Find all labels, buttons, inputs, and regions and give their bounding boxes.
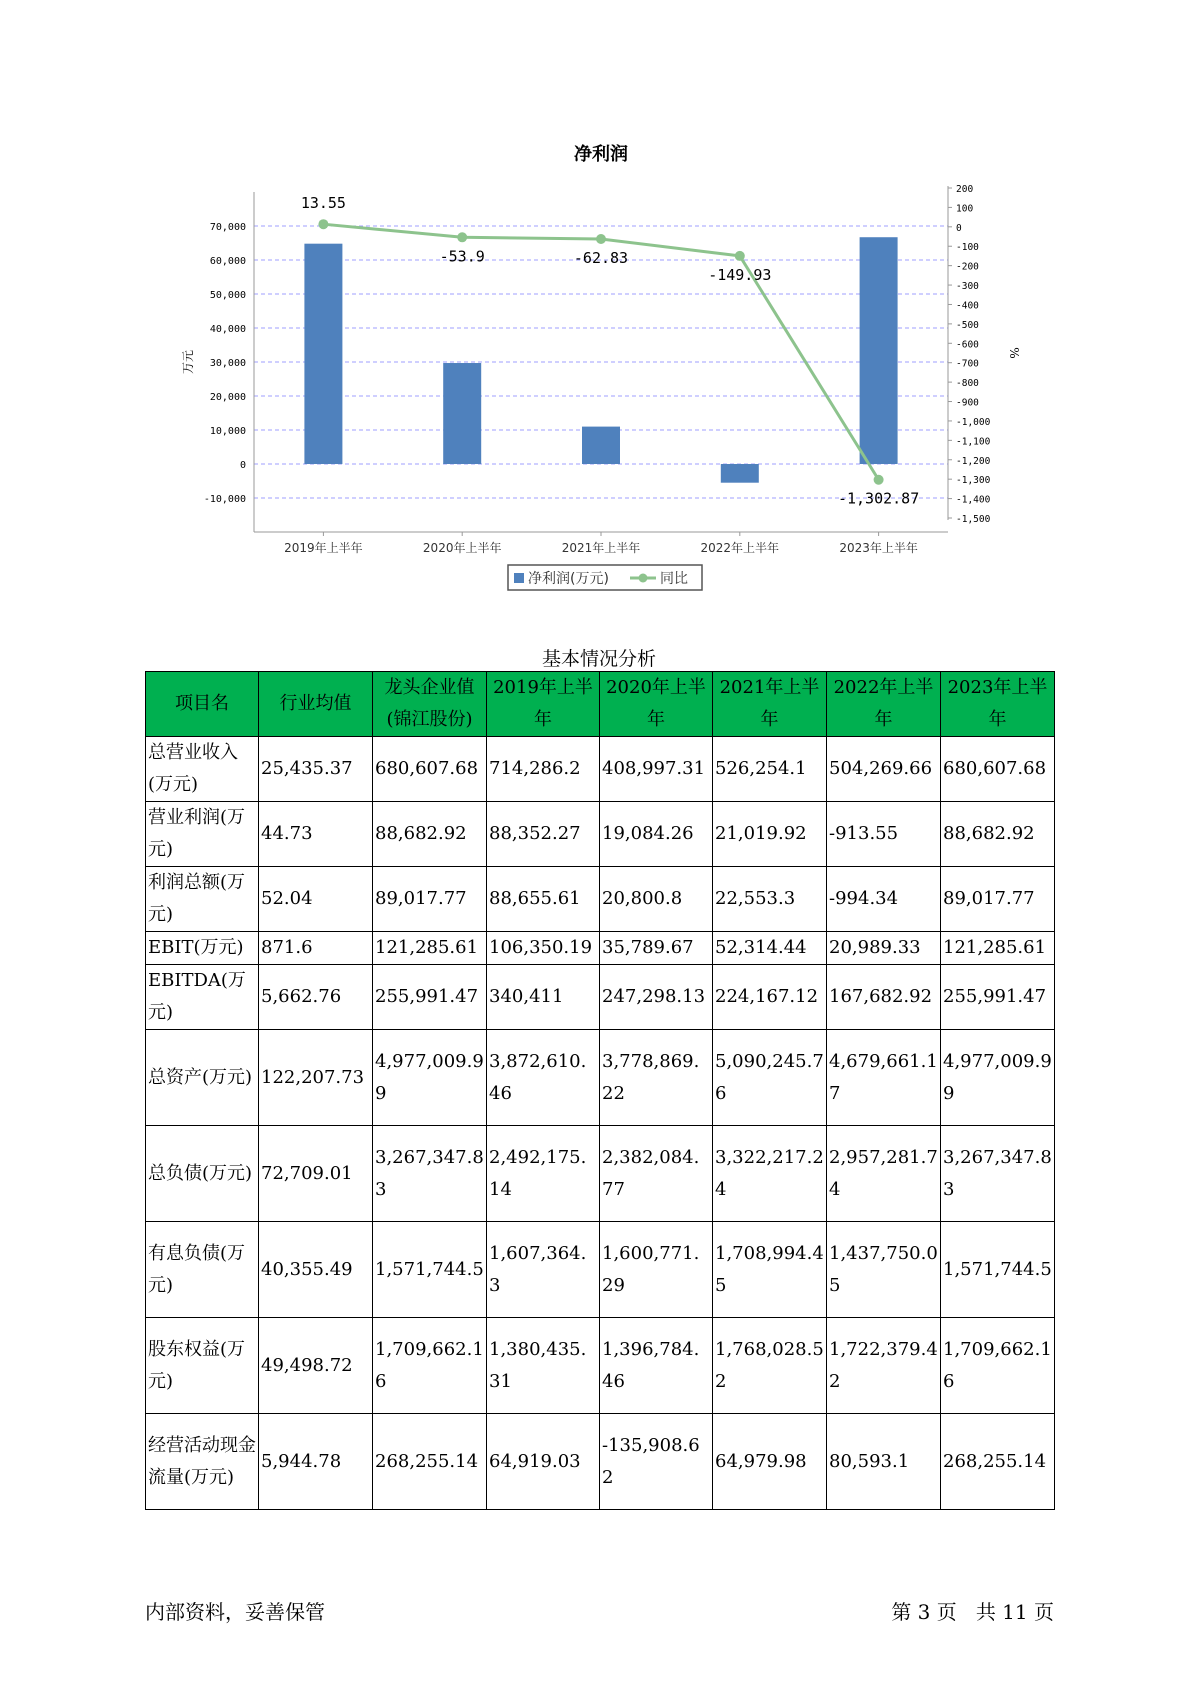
table-row [146, 1030, 1055, 1126]
table-row [146, 932, 1055, 965]
legend-bar-swatch [514, 573, 524, 583]
data-label: -53.9 [439, 247, 485, 266]
table-cell: 25,435.37 [259, 737, 373, 802]
table-cell: 1,380,435.31 [487, 1318, 600, 1414]
net-profit-chart [0, 0, 1191, 600]
table-cell: 4,679,661.17 [827, 1030, 941, 1126]
table-row [146, 867, 1055, 932]
table-row [146, 737, 1055, 802]
x-tick-label: 2019年上半年 [284, 541, 363, 555]
table-cell: 88,655.61 [487, 867, 600, 932]
row-label-cell: 总资产(万元) [146, 1030, 259, 1126]
table-title: 基本情况分析 [541, 648, 656, 670]
table-cell: 44.73 [259, 802, 373, 867]
table-cell: 106,350.19 [487, 932, 600, 965]
y-tick-label: 20,000 [209, 392, 246, 403]
table-cell: 1,571,744.5 [373, 1222, 487, 1318]
row-label-cell: 经营活动现金流量(万元) [146, 1414, 259, 1510]
y-tick-label: 0 [239, 460, 246, 471]
y2-tick-label: -1,000 [956, 416, 991, 428]
y2-tick-label: -700 [956, 358, 979, 370]
table-header-cell: 项目名 [146, 672, 259, 737]
y2-tick-label: -1,400 [956, 494, 991, 506]
y-axis-title: 万元 [181, 349, 195, 375]
table-cell: 89,017.77 [941, 867, 1055, 932]
table-cell: 1,709,662.16 [941, 1318, 1055, 1414]
y2-tick-label: -1,200 [956, 455, 991, 467]
table-cell: 1,722,379.42 [827, 1318, 941, 1414]
y2-tick-label: -600 [956, 339, 979, 351]
table-cell: 1,396,784.46 [600, 1318, 713, 1414]
yoy-point [457, 232, 467, 242]
table-cell: 19,084.26 [600, 802, 713, 867]
table-cell: 5,090,245.76 [713, 1030, 827, 1126]
table-cell: 3,872,610.46 [487, 1030, 600, 1126]
table-cell: -135,908.62 [600, 1414, 713, 1510]
data-label: -1,302.87 [837, 489, 920, 508]
table-cell: 714,286.2 [487, 737, 600, 802]
y-tick-label: 10,000 [209, 426, 246, 437]
row-label-cell: 有息负债(万元) [146, 1222, 259, 1318]
table-cell: 871.6 [259, 932, 373, 965]
table-cell: 122,207.73 [259, 1030, 373, 1126]
table-cell: 121,285.61 [373, 932, 487, 965]
table-header-cell: 行业均值 [259, 672, 373, 737]
y2-tick-label: -900 [956, 397, 979, 409]
table-cell: 5,944.78 [259, 1414, 373, 1510]
table-cell: 64,979.98 [713, 1414, 827, 1510]
footer-page-number: 第 3 页 共 11 页 [891, 1600, 1054, 1624]
y2-tick-label: -500 [956, 319, 979, 331]
table-cell: 20,800.8 [600, 867, 713, 932]
y-tick-label: 60,000 [209, 256, 246, 267]
table-cell: 35,789.67 [600, 932, 713, 965]
table-cell: 1,437,750.05 [827, 1222, 941, 1318]
table-cell: 680,607.68 [941, 737, 1055, 802]
y2-tick-label: -200 [956, 261, 979, 273]
row-label-cell: 股东权益(万元) [146, 1318, 259, 1414]
table-cell: 80,593.1 [827, 1414, 941, 1510]
table-cell: 49,498.72 [259, 1318, 373, 1414]
bar [582, 427, 620, 464]
table-row [146, 1222, 1055, 1318]
table-cell: 64,919.03 [487, 1414, 600, 1510]
y2-axis-title: % [1007, 347, 1021, 359]
x-tick-label: 2023年上半年 [839, 541, 918, 555]
y-tick-label: 70,000 [209, 222, 246, 233]
table-cell: 680,607.68 [373, 737, 487, 802]
bar [304, 244, 342, 464]
legend-bar-label: 净利润(万元) [528, 571, 609, 587]
table-cell: 21,019.92 [713, 802, 827, 867]
table-cell: 2,492,175.14 [487, 1126, 600, 1222]
table-cell: 268,255.14 [373, 1414, 487, 1510]
table-row [146, 965, 1055, 1030]
table-header-cell: 2019年上半年 [487, 672, 600, 737]
footer-confidential-note: 内部资料，妥善保管 [145, 1600, 325, 1624]
table-header-cell: 龙头企业值(锦江股份) [373, 672, 487, 737]
y2-tick-label: -1,300 [956, 475, 991, 487]
table-cell: 88,682.92 [373, 802, 487, 867]
y2-tick-label: -300 [956, 281, 979, 293]
yoy-point [735, 251, 745, 261]
table-cell: 1,607,364.3 [487, 1222, 600, 1318]
y2-tick-label: 200 [956, 184, 974, 195]
table-cell: 255,991.47 [373, 965, 487, 1030]
yoy-point [874, 475, 884, 485]
table-row [146, 1414, 1055, 1510]
table-header-cell: 2020年上半年 [600, 672, 713, 737]
table-cell: 52.04 [259, 867, 373, 932]
table-cell: 1,708,994.45 [713, 1222, 827, 1318]
row-label-cell: 总负债(万元) [146, 1126, 259, 1222]
row-label-cell: EBITDA(万元) [146, 965, 259, 1030]
table-header-cell: 2022年上半年 [827, 672, 941, 737]
legend-line-label: 同比 [660, 571, 688, 587]
table-cell: 526,254.1 [713, 737, 827, 802]
table-cell: -994.34 [827, 867, 941, 932]
table-cell: 40,355.49 [259, 1222, 373, 1318]
bar [443, 363, 481, 464]
table-cell: 20,989.33 [827, 932, 941, 965]
data-label: -62.83 [573, 249, 629, 268]
table-cell: 1,768,028.52 [713, 1318, 827, 1414]
yoy-point [318, 219, 328, 229]
table-header-row [146, 672, 1055, 737]
table-cell: 3,778,869.22 [600, 1030, 713, 1126]
table-cell: 72,709.01 [259, 1126, 373, 1222]
basic-analysis-table [145, 671, 1055, 1510]
table-cell: 3,322,217.24 [713, 1126, 827, 1222]
y-tick-label: 40,000 [209, 324, 246, 335]
table-cell: 255,991.47 [941, 965, 1055, 1030]
table-row [146, 1318, 1055, 1414]
table-cell: 2,382,084.77 [600, 1126, 713, 1222]
table-cell: 4,977,009.99 [373, 1030, 487, 1126]
table-cell: 268,255.14 [941, 1414, 1055, 1510]
table-cell: 247,298.13 [600, 965, 713, 1030]
row-label-cell: EBIT(万元) [146, 932, 259, 965]
table-cell: 504,269.66 [827, 737, 941, 802]
chart-title: 净利润 [574, 144, 628, 165]
row-label-cell: 利润总额(万元) [146, 867, 259, 932]
y2-tick-label: -400 [956, 300, 979, 312]
table-cell: 167,682.92 [827, 965, 941, 1030]
table-cell: 2,957,281.74 [827, 1126, 941, 1222]
table-cell: -913.55 [827, 802, 941, 867]
table-cell: 3,267,347.83 [373, 1126, 487, 1222]
x-tick-label: 2022年上半年 [700, 541, 780, 555]
table-header-cell: 2023年上半年 [941, 672, 1055, 737]
legend-line-marker [639, 574, 648, 583]
row-label-cell: 总营业收入(万元) [146, 737, 259, 802]
table-row [146, 1126, 1055, 1222]
table-cell: 408,997.31 [600, 737, 713, 802]
y2-tick-label: -100 [956, 242, 979, 254]
table-cell: 4,977,009.99 [941, 1030, 1055, 1126]
bar [721, 464, 759, 483]
table-cell: 5,662.76 [259, 965, 373, 1030]
table-cell: 89,017.77 [373, 867, 487, 932]
row-label-cell: 营业利润(万元) [146, 802, 259, 867]
table-cell: 1,709,662.16 [373, 1318, 487, 1414]
y2-tick-label: 100 [956, 203, 974, 215]
table-cell: 340,411 [487, 965, 600, 1030]
table-cell: 88,682.92 [941, 802, 1055, 867]
y2-tick-label: -800 [956, 378, 979, 390]
table-cell: 1,600,771.29 [600, 1222, 713, 1318]
y2-tick-label: 0 [956, 222, 962, 234]
x-tick-label: 2020年上半年 [422, 541, 502, 555]
bar [860, 237, 898, 464]
y-tick-label: 30,000 [209, 358, 246, 369]
table-row [146, 802, 1055, 867]
y2-tick-label: -1,100 [956, 436, 991, 448]
y-tick-label: 50,000 [209, 290, 246, 301]
table-cell: 3,267,347.83 [941, 1126, 1055, 1222]
table-cell: 1,571,744.5 [941, 1222, 1055, 1318]
table-cell: 22,553.3 [713, 867, 827, 932]
table-cell: 88,352.27 [487, 802, 600, 867]
table-cell: 52,314.44 [713, 932, 827, 965]
table-header-cell: 2021年上半年 [713, 672, 827, 737]
yoy-point [596, 234, 606, 244]
y-tick-label: -10,000 [203, 494, 246, 505]
data-label: -149.93 [708, 265, 772, 284]
table-cell: 224,167.12 [713, 965, 827, 1030]
data-label: 13.55 [300, 194, 346, 213]
table-cell: 121,285.61 [941, 932, 1055, 965]
net-profit-chart-svg [0, 0, 1191, 600]
y2-tick-label: -1,500 [956, 514, 991, 525]
x-tick-label: 2021年上半年 [561, 541, 641, 555]
